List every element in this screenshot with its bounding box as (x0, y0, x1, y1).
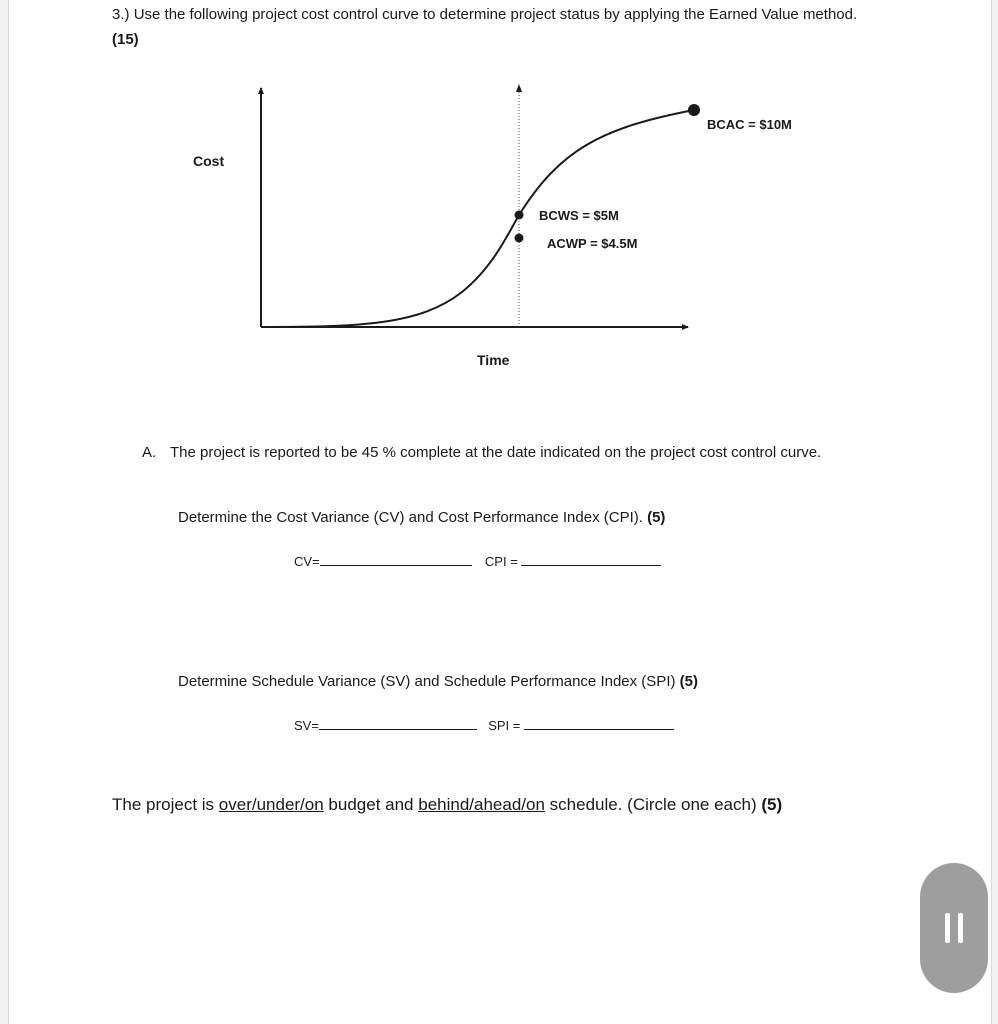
spi-answer-blank[interactable] (524, 715, 674, 730)
budget-options[interactable]: over/under/on (218, 795, 324, 814)
y-axis-label: Cost (193, 153, 225, 169)
scroll-handle[interactable] (920, 863, 988, 993)
schedule-options[interactable]: behind/ahead/on (418, 795, 545, 814)
s-curve (261, 110, 694, 327)
conclusion-sentence (112, 795, 782, 815)
cv-cpi-row (294, 551, 661, 569)
question-number: 3.) (112, 6, 130, 23)
spi-label: SPI = (488, 718, 521, 733)
sv-spi-row (294, 715, 674, 733)
sv-label: SV= (294, 718, 319, 733)
cost-task-points: (5) (647, 509, 666, 526)
question-points: (15) (112, 31, 139, 48)
bcws-point (515, 211, 524, 220)
status-date-arrow (516, 84, 522, 92)
acwp-label: ACWP = $4.5M (547, 236, 638, 251)
cpi-answer-blank[interactable] (521, 551, 661, 566)
part-a-statement: The project is reported to be 45 % complete at the date indicated on the project cost control curve. (170, 444, 822, 461)
grip-icon (945, 913, 963, 943)
bcac-label: BCAC = $10M (707, 117, 792, 132)
conclusion-pre: The project is (112, 795, 215, 814)
cpi-label: CPI = (484, 554, 518, 569)
cost-task-text: Determine the Cost Variance (CV) and Cost Performance Index (CPI). (178, 509, 643, 526)
cost-task (178, 509, 665, 526)
sv-answer-blank[interactable] (319, 715, 477, 730)
cv-label: CV= (294, 554, 320, 569)
schedule-task-points: (5) (679, 673, 698, 690)
conclusion-post: schedule. (Circle one each) (549, 795, 757, 814)
cost-control-chart (0, 0, 998, 400)
cv-answer-blank[interactable] (320, 551, 472, 566)
acwp-point (515, 234, 524, 243)
conclusion-points: (5) (761, 795, 783, 814)
bcac-point (688, 104, 700, 116)
bcws-label: BCWS = $5M (539, 208, 619, 223)
part-a-marker: A. (142, 444, 157, 461)
schedule-task-text: Determine Schedule Variance (SV) and Schedule Performance Index (SPI) (178, 673, 676, 690)
schedule-task (178, 673, 698, 690)
conclusion-mid: budget and (328, 795, 414, 814)
x-axis-label: Time (477, 352, 510, 368)
part-a (142, 440, 862, 465)
question-body: Use the following project cost control curve to determine project status by applying the Earned Value method. (133, 6, 858, 23)
